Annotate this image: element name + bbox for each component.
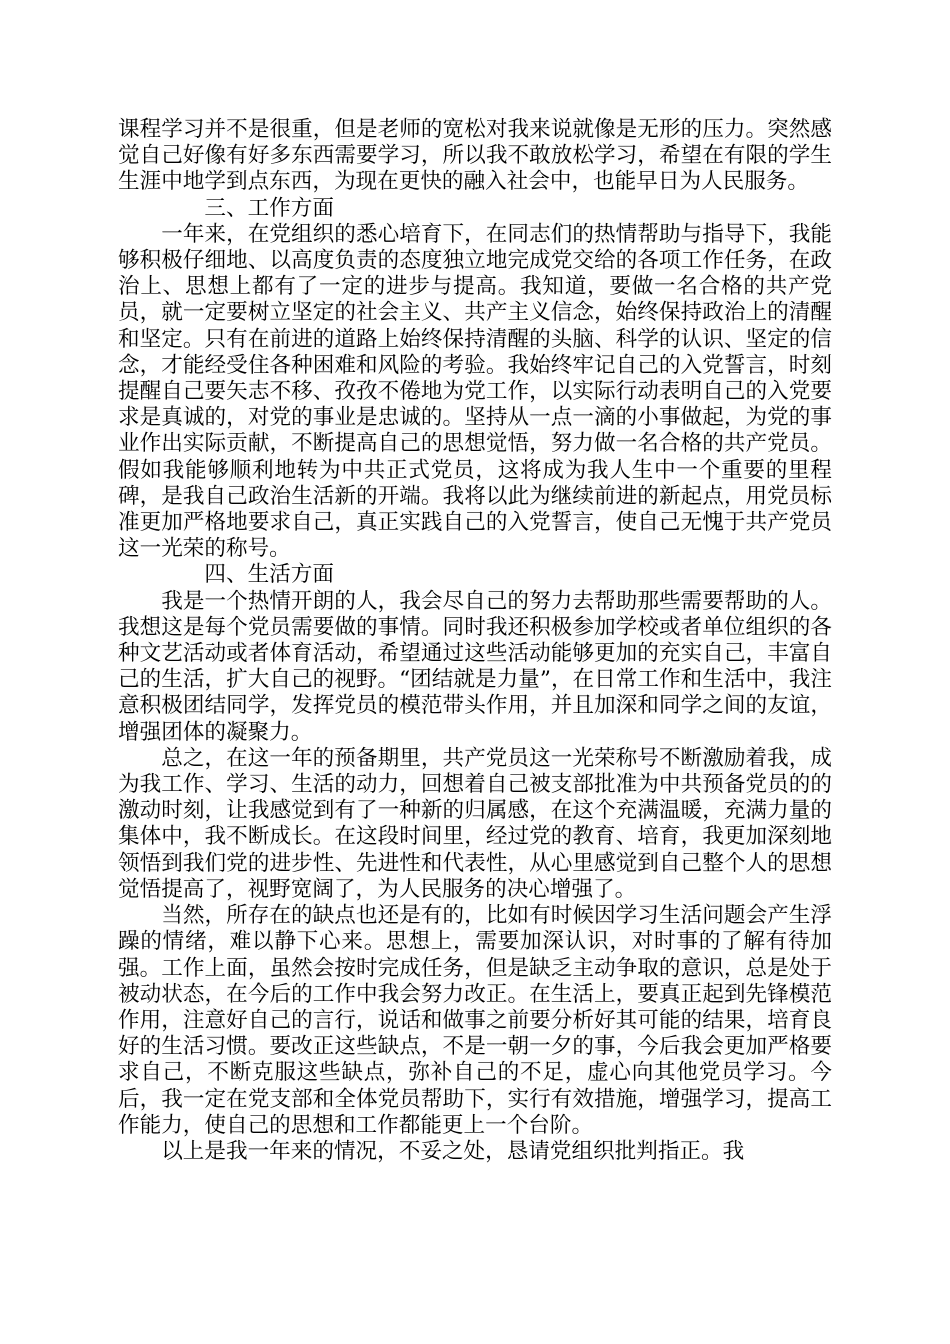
paragraph-shortcomings: 当然，所存在的缺点也还是有的，比如有时候因学习生活问题会产生浮躁的情绪，难以静下心来。思想上，需要加深认识，对时事的了解有待加强。工作上面，虽然会按时完成任务，但是缺乏主动争取的意识，总是处于被动状态，在今后的工作中我会努力改正。在生活上，要真正起到先锋模范作用，注意好自己的言行，说话和做事之前要分析好其可能的结果，培育良好的生活习惯。要改正这些缺点，不是一朝一夕的事，今后我会更加严格要求自己，不断克服这些缺点，弥补自己的不足，虚心向其他党员学习。今后，我一定在党支部和全体党员帮助下，实行有效措施，增强学习，提高工作能力，使自己的思想和工作都能更上一个台阶。 [118, 903, 832, 1138]
paragraph-work: 一年来，在党组织的悉心培育下，在同志们的热情帮助与指导下，我能够积极仔细地、以高度负责的态度独立地完成党交给的各项工作任务，在政治上、思想上都有了一定的进步与提高。我知道，要做一名合格的共产党员，就一定要树立坚定的社会主义、共产主义信念，始终保持政治上的清醒和坚定。只有在前进的道路上始终保持清醒的头脑、科学的认识、坚定的信念，才能经受住各种困难和风险的考验。我始终牢记自己的入党誓言，时刻提醒自己要矢志不移、孜孜不倦地为党工作，以实际行动表明自己的入党要求是真诚的，对党的事业是忠诚的。坚持从一点一滴的小事做起，为党的事业作出实际贡献，不断提高自己的思想觉悟，努力做一名合格的共产党员。假如我能够顺利地转为中共正式党员，这将成为我人生中一个重要的里程碑，是我自己政治生活新的开端。我将以此为继续前进的新起点，用党员标准更加严格地要求自己，真正实践自己的入党誓言，使自己无愧于共产党员这一光荣的称号。 [118, 221, 832, 562]
paragraph-continued: 课程学习并不是很重，但是老师的宽松对我来说就像是无形的压力。突然感觉自己好像有好多东西需要学习，所以我不敢放松学习，希望在有限的学生生涯中地学到点东西，为现在更快的融入社会中，也能早日为人民服务。 [118, 117, 832, 195]
document-page [118, 117, 832, 1165]
section-heading-life: 四、生活方面 [204, 562, 334, 588]
paragraph-life: 我是一个热情开朗的人，我会尽自己的努力去帮助那些需要帮助的人。我想这是每个党员需要做的事情。同时我还积极参加学校或者单位组织的各种文艺活动或者体育活动，希望通过这些活动能够更加的充实自己，丰富自己的生活，扩大自己的视野。“团结就是力量”，在日常工作和生活中，我注意积极团结同学，发挥党员的模范带头作用，并且加深和同学之间的友谊，增强团体的凝聚力。 [118, 588, 832, 745]
paragraph-summary: 总之，在这一年的预备期里，共产党员这一光荣称号不断激励着我，成为我工作、学习、生活的动力，回想着自己被支部批准为中共预备党员的的激动时刻，让我感觉到有了一种新的归属感，在这个充满温暖，充满力量的集体中，我不断成长。在这段时间里，经过党的教育、培育，我更加深刻地领悟到我们党的进步性、先进性和代表性，从心里感觉到自己整个人的思想觉悟提高了，视野宽阔了，为人民服务的决心增强了。 [118, 745, 832, 902]
section-heading-work: 三、工作方面 [204, 195, 334, 221]
paragraph-closing: 以上是我一年来的情况，不妥之处，恳请党组织批判指正。我 [161, 1138, 745, 1164]
